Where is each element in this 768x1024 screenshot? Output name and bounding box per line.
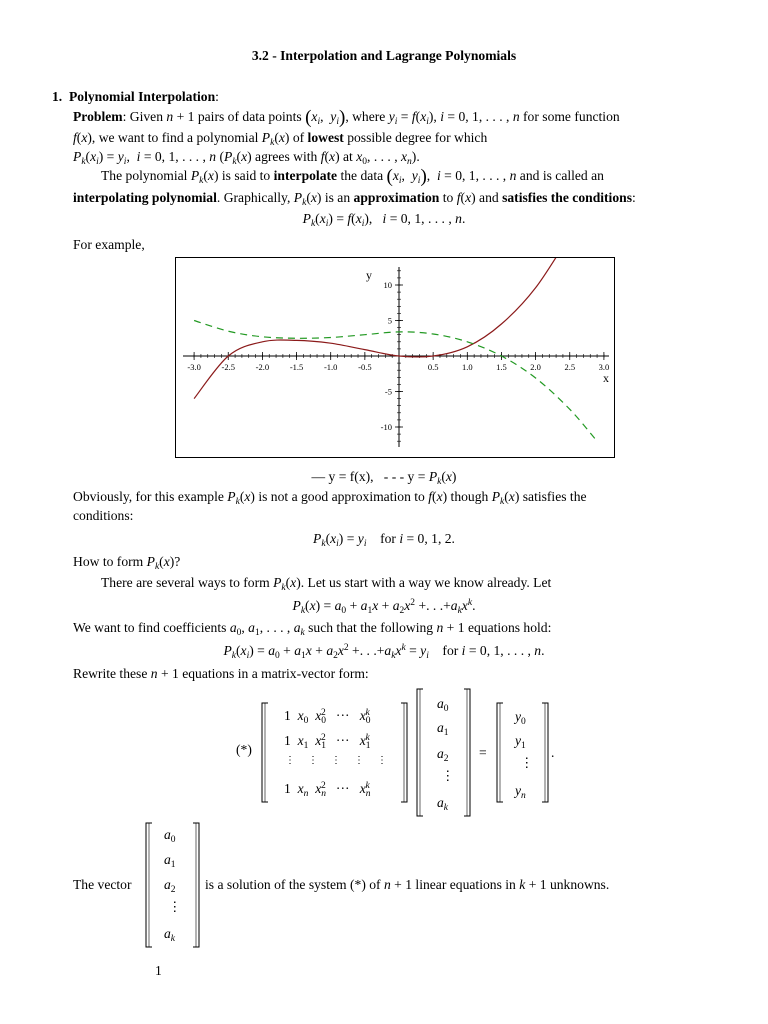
solution-line: is a solution of the system (*) of n + 1 linear equations in k + 1 unknowns.: [205, 877, 610, 892]
y-tick-label: 10: [383, 280, 392, 290]
x-tick-label: -0.5: [358, 362, 372, 372]
x-tick-label: -2.5: [221, 362, 235, 372]
y-tick-label: -5: [384, 386, 392, 397]
several-ways-line: There are several ways to form $P_k(x)$. Let us start with a way we know already. Let: [101, 575, 552, 593]
problem-line-3: $P_k(x_i) = y_i$, i = 0, 1, . . . , n ($P_k(x)$ agrees with f(x) at $x_0$, . . . , $x_n$).: [73, 149, 420, 167]
conditions-equation: $P_k(x_i) = y_i$ for i = 0, 1, 2.: [313, 531, 455, 549]
how-to-form: How to form $P_k(x)$?: [73, 554, 181, 572]
definition-line-2: interpolating polynomial. Graphically, $P_k(x)$ is an approximation to f(x) and satisfies the conditions:: [73, 190, 636, 208]
obviously-line-2: conditions:: [73, 508, 134, 523]
page-title: 3.2 - Interpolation and Lagrange Polynomials: [251, 48, 517, 63]
page-number: 1: [155, 963, 162, 978]
x-tick-label: -1.5: [289, 362, 304, 372]
interpolation-chart: [175, 257, 615, 458]
polynomial-definition: $P_k(x) = a_0 + a_1x + a_2x^2$ +. . $.+a_kx^k$.: [292, 598, 476, 616]
chart-caption: — y = f(x), - - - $y = P_k(x)$: [311, 469, 457, 487]
y-tick-label: -10: [380, 422, 392, 432]
problem-line-2: f(x), we want to find a polynomial $P_k(x)$ of lowest possible degree for which: [73, 130, 488, 148]
x-tick-label: 2.5: [564, 362, 576, 372]
y-tick-label: 5: [387, 315, 392, 326]
x-tick-label: -1.0: [323, 362, 338, 372]
condition-equation: $P_k(x_i) = f(x_i)$, i = 0, 1, . . . , n.: [302, 211, 466, 229]
x-tick-label: -3.0: [187, 362, 201, 372]
for-example-label: For example,: [73, 237, 145, 252]
section-heading: 1. Polynomial Interpolation:: [52, 89, 219, 104]
rewrite-line: Rewrite these n + 1 equations in a matrix-vector form:: [73, 666, 369, 681]
y-axis-label: y: [366, 268, 372, 282]
coefficients-line: We want to find coefficients $a_0$, $a_1$, . . . , $a_k$ such that the following n + 1 equations hold:: [73, 620, 552, 638]
obviously-line-1: Obviously, for this example $P_k(x)$ is not a good approximation to f(x) though $P_k(x)$ satisfies the: [73, 489, 587, 507]
x-tick-label: 2.0: [530, 362, 541, 372]
equations-line: $P_k(x_i) = a_0 + a_1x + a_2x^2$ +. . $.+a_kx^k = y_i$ for i = 0, 1, . . . , n.: [223, 643, 545, 661]
x-tick-label: 1.5: [496, 362, 507, 372]
matrix-system: (*) 1 $x_0$ $x_0^2$ ··· $x_0^k$ 1 $x_1$ $x_1^2$ ··· $x_1^k$ ⋮⋮⋮⋮⋮ 1 $x_n$ $x_n^2$ ··· $x_n^k$ $a_0$ $a_1$ $a_2$ ⋮ $a_k$ = $y_0$ $y_1$ ⋮ $y_n$ . $a_0$ $a_1$ $a_2$ ⋮ $a_k$: [0, 0, 768, 1024]
x-tick-label: -2.0: [255, 362, 270, 372]
x-axis-label: x: [603, 371, 609, 385]
the-vector-label: The vector: [73, 877, 132, 892]
x-tick-label: 0.5: [427, 362, 439, 372]
definition-line-1: The polynomial $P_k(x)$ is said to interpolate the data ($x_i$, $y_i$), i = 0, 1, . . . , n and is called an: [101, 166, 604, 187]
x-tick-label: 1.0: [461, 362, 473, 372]
problem-line-1: Problem: Given n + 1 pairs of data points ($x_i$, $y_i$), where $y_i = f(x_i)$, i = 0, 1, . . . , n for some function: [73, 107, 620, 128]
star-label: (*): [236, 742, 252, 757]
x-tick-label: 3.0: [598, 362, 610, 372]
